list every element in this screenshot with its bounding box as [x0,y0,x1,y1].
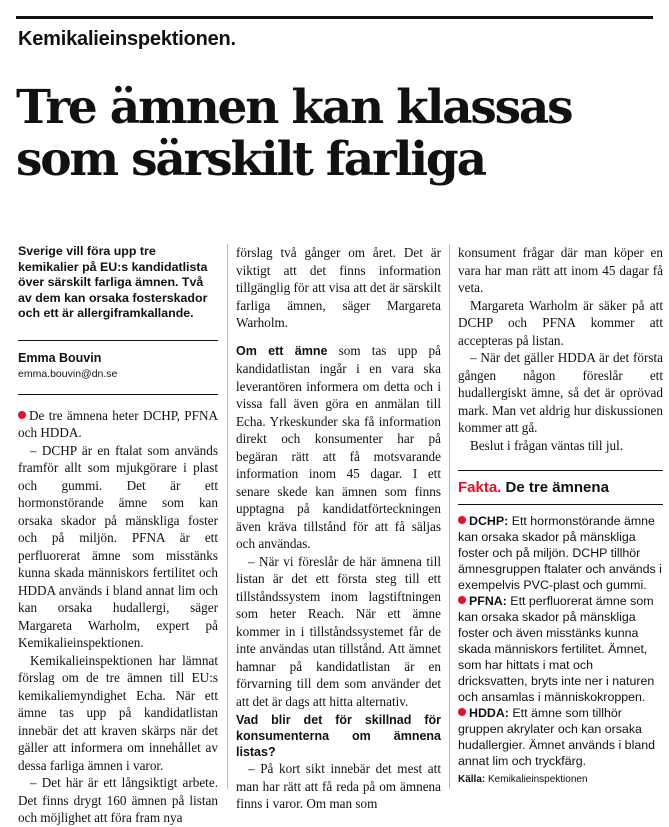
paragraph: konsument frågar där man köper en vara har man rätt att inom 45 dagar få veta. [458,245,663,295]
column-3 [458,244,663,788]
fact-box-label: Fakta. [458,479,502,496]
column-1 [18,244,218,827]
paragraph: – DCHP är en ftalat som används framför allt som mjukgörare i plast och gummi. Det är ett hormonstörande ämne som kan orsaka skador på mänskliga foster och på miljön. PFNA är ett perfluorerat ämne som misstänks kunna skada människors fertilitet och HDDA används i bland annat lim och kan orsaka hudallergi, säger Margareta Warholm, expert på Kemikalieinspektionen. [18,442,218,651]
paragraph: Margareta Warholm är säker på att DCHP och PFNA kommer att accepteras på listan. [458,297,663,348]
top-rule [16,16,653,19]
fact-item-name: DCHP: [469,514,509,528]
paragraph [236,342,441,553]
fact-item-hdda [458,705,663,769]
fact-item-dchp [458,513,663,593]
paragraph: – När vi föreslår de här ämnena till listan är det ett första steg till ett tillståndssystem inom lagstiftningen som heter Reach. När ett ämne kommer in i tillståndssystemet får de inte användas utan tillstånd. Att ämnet hamnar på kandidatlistan är en förvarning till dem som använder det att det är dags att hitta alternativ. [236,553,441,709]
paragraph-lead: Om ett ämne [236,343,328,358]
column-divider-2 [449,244,450,789]
author-email[interactable]: emma.bouvin@dn.se [18,367,118,380]
fact-source [458,772,663,788]
source-label: Källa: [458,774,486,785]
byline-divider [18,340,218,341]
author-name: Emma Bouvin [18,350,102,365]
paragraph: – Det här är ett långsiktigt arbete. Det finns drygt 160 ämnen på listan och möjlighet att föra fram nya [18,775,218,826]
fact-item-name: HDDA: [469,706,509,720]
paragraph: förslag två gånger om året. Det är viktigt att det finns information tillgänglig för att visa att det är särskilt farliga ämnen, säger Margareta Warholm. [236,245,441,330]
bullet-dot-icon [458,516,466,524]
column-3-body [458,244,663,454]
source-text: Kemikalieinspektionen [485,774,588,785]
bullet-dot-icon [458,708,466,716]
subheading: Vad blir det för skillnad för konsumenterna om ämnena listas? [236,713,441,759]
fact-box-title [458,479,663,496]
paragraph: – På kort sikt innebär det mest att man har rätt att få reda på om ämnena finns i varor. Om man som [236,761,441,811]
fact-item-text: Ett perfluorerat ämne som kan orsaka skador på mänskliga foster och även misstänks kunna skada människors fertilitet. Ämnet, som har hittats i mat och dricksvatten, bryts inte ner i naturen och ansamlas i människokroppen. [458,594,655,704]
bullet-dot-icon [458,596,466,604]
fact-item-pfna [458,593,663,705]
paragraph-text: De tre ämnena heter DCHP, PFNA och HDDA. [18,407,218,441]
paragraph-text: som tas upp på kandidatlistan ingår i en vara ska leverantören informera om detta och i vissa fall även göra en anmälan till Echa. Yrkeskunder ska få information direkt och konsumenter har på begäran rätt att få motsvarande information inom 45 dagar. I ett senare skede kan ämnen som finns upptagna på kandidatförteckningen även kräva tillstånd för att få säljas och användas. [236,342,441,551]
paragraph: – När det gäller HDDA är det första gången någon föreslår ett hudallergiskt ämne, så det är oprövad mark. Man vet aldrig hur diskussionen kommer att gå. [458,350,663,435]
paragraph: Beslut i frågan väntas till jul. [470,437,624,453]
headline [16,82,656,186]
headline-line-2: som särskilt farliga [16,132,485,187]
column-divider-1 [227,244,228,789]
headline-line-1: Tre ämnen kan klassas [16,80,572,135]
section-label: Kemikalieinspektionen. [18,28,236,50]
fact-item-name: PFNA: [469,594,507,608]
fact-box-heading: De tre ämnena [505,479,609,496]
fact-box-body [458,513,663,788]
paragraph: Kemikalieinspektionen har lämnat förslag om de tre ämnen till EU:s kemikaliemyndighet Echa. När ett ämne tas upp på kandidatlistan innebär det att kraven skärps när det gäller att informera om innehållet av dessa farliga ämnen i varor. [18,652,218,773]
ingress: Sverige vill föra upp tre kemikalier på EU:s kandidatlista över särskilt farliga ämnen. Två av dem kan orsaka fosterskador och ett är allergiframkallande. [18,244,208,321]
paragraph [18,407,218,442]
column-1-body [18,407,218,827]
fact-item-text: Ett ämne som tillhör gruppen akrylater och kan orsaka hudallergier. Ämnet används i bland annat lim och tryckfärg. [458,706,656,768]
fact-item-text: Ett hormonstörande ämne kan orsaka skador på mänskliga foster och på miljön. DCHP tillhör ämnesgruppen ftalater och används i exempelvis PVC-plast och gummi. [458,514,662,592]
bullet-dot-icon [18,411,26,419]
fact-box-top-rule [458,470,663,471]
fact-box-rule [458,504,663,505]
column-2 [236,244,441,813]
byline-divider-bottom [18,394,218,395]
